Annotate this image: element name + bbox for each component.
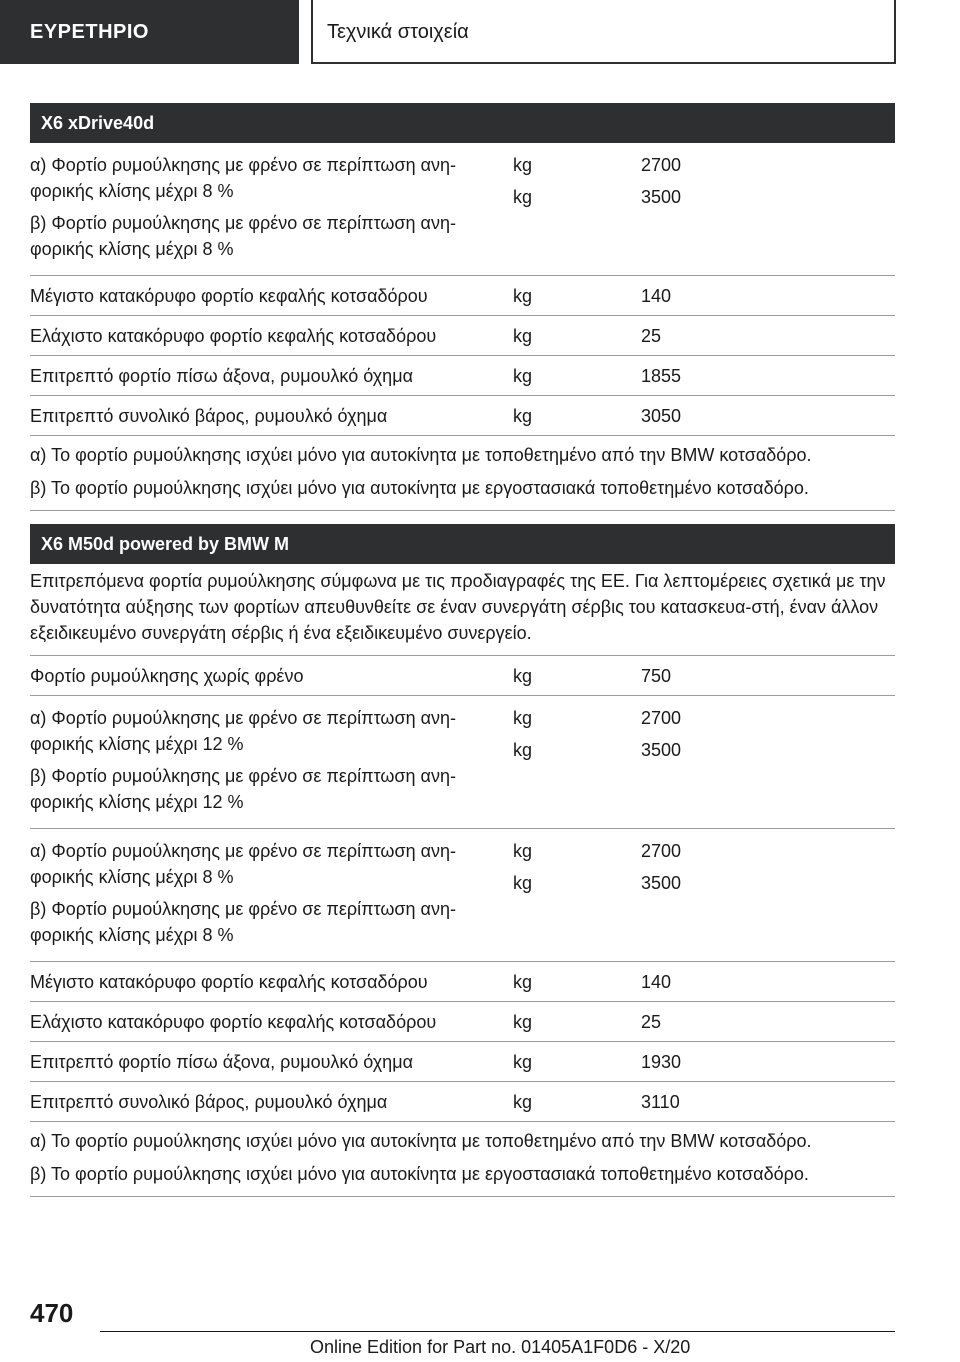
row-value: 140 [641, 285, 672, 306]
footnote: α) Το φορτίο ρυμούλκησης ισχύει μόνο για αυτοκίνητα με τοποθετημένο από την BMW κοτσαδόρο. [30, 1131, 812, 1151]
row-value: 3500 [641, 187, 682, 207]
row-label: α) Φορτίο ρυμούλκησης με φρένο σε περίπτωση ανη-φορικής κλίσης μέχρι 8 % [30, 841, 457, 887]
row-label: Ελάχιστο κατακόρυφο φορτίο κεφαλής κοτσαδόρου [30, 1011, 437, 1032]
table-row [30, 143, 895, 276]
spec-section-xdrive40d [30, 103, 895, 511]
row-label: Φορτίο ρυμούλκησης χωρίς φρένο [30, 665, 304, 686]
row-value: 140 [641, 971, 672, 992]
table-row [30, 829, 895, 962]
row-label: Επιτρεπτό συνολικό βάρος, ρυμουλκό όχημα [30, 1091, 388, 1112]
table-row [30, 276, 895, 316]
section-title: X6 M50d powered by BMW M [30, 524, 895, 564]
row-unit: kg [513, 1091, 533, 1112]
row-unit: kg [513, 155, 533, 175]
table-row [30, 696, 895, 829]
table-row [30, 396, 895, 436]
row-value: 3110 [641, 1091, 680, 1112]
row-label: Επιτρεπτό φορτίο πίσω άξονα, ρυμουλκό όχημα [30, 1051, 413, 1072]
table-row [30, 316, 895, 356]
row-unit: kg [513, 285, 533, 306]
footnotes [30, 1122, 895, 1197]
row-value: 750 [641, 665, 672, 686]
row-label: β) Φορτίο ρυμούλκησης με φρένο σε περίπτωση ανη-φορικής κλίσης μέχρι 8 % [30, 899, 456, 945]
row-label: β) Φορτίο ρυμούλκησης με φρένο σε περίπτωση ανη-φορικής κλίσης μέχρι 12 % [30, 766, 456, 812]
table-row [30, 656, 895, 696]
row-value: 3050 [641, 405, 682, 426]
footer-divider [100, 1331, 895, 1332]
row-unit: kg [513, 405, 533, 426]
row-value: 2700 [641, 708, 682, 728]
row-unit: kg [513, 325, 533, 346]
row-unit: kg [513, 708, 533, 728]
row-label: α) Φορτίο ρυμούλκησης με φρένο σε περίπτωση ανη-φορικής κλίσης μέχρι 8 % [30, 155, 457, 201]
row-label: β) Φορτίο ρυμούλκησης με φρένο σε περίπτωση ανη-φορικής κλίσης μέχρι 8 % [30, 213, 456, 259]
footnote: β) Το φορτίο ρυμούλκησης ισχύει μόνο για αυτοκίνητα με εργοστασιακά τοποθετημένο κοτσαδόρο. [30, 478, 809, 498]
row-label: Μέγιστο κατακόρυφο φορτίο κεφαλής κοτσαδόρου [30, 285, 428, 306]
table-row [30, 1002, 895, 1042]
row-value: 2700 [641, 841, 682, 861]
row-label: Επιτρεπτό φορτίο πίσω άξονα, ρυμουλκό όχημα [30, 365, 413, 386]
row-unit: kg [513, 1051, 533, 1072]
table-row [30, 1042, 895, 1082]
footnote: β) Το φορτίο ρυμούλκησης ισχύει μόνο για αυτοκίνητα με εργοστασιακά τοποθετημένο κοτσαδόρο. [30, 1164, 809, 1184]
row-value: 1855 [641, 365, 682, 386]
row-unit: kg [513, 1011, 533, 1032]
row-unit: kg [513, 971, 533, 992]
footnotes [30, 436, 895, 511]
table-row [30, 962, 895, 1002]
index-tab[interactable]: ΕΥΡΕΤΗΡΙΟ [0, 0, 299, 64]
row-value: 3500 [641, 740, 682, 760]
row-unit: kg [513, 841, 533, 861]
row-label: Ελάχιστο κατακόρυφο φορτίο κεφαλής κοτσαδόρου [30, 325, 437, 346]
row-value: 2700 [641, 155, 682, 175]
spec-section-m50d [30, 524, 895, 1197]
row-unit: kg [513, 187, 533, 207]
row-value: 25 [641, 325, 662, 346]
row-label: Επιτρεπτό συνολικό βάρος, ρυμουλκό όχημα [30, 405, 388, 426]
row-value: 3500 [641, 873, 682, 893]
table-row [30, 356, 895, 396]
row-value: 25 [641, 1011, 662, 1032]
row-unit: kg [513, 665, 533, 686]
row-value: 1930 [641, 1051, 682, 1072]
page-number: 470 [30, 1298, 74, 1328]
section-intro: Επιτρεπόμενα φορτία ρυμούλκησης σύμφωνα με τις προδιαγραφές της ΕΕ. Για λεπτομέρειες σχετικά με την δυνατότητα αύξησης των φορτίων απευθυνθείτε σε έναν συνεργάτη σέρβις του κατασκευα-στή, έναν άλλον εξειδικευμένο συνεργάτη σέρβις ή ένα εξειδικευμένο συνεργείο. [30, 564, 895, 656]
edition-text: Online Edition for Part no. 01405A1F0D6 - X/20 [310, 1337, 691, 1357]
table-row [30, 1082, 895, 1122]
row-unit: kg [513, 365, 533, 386]
page-header [0, 0, 960, 66]
row-label: Μέγιστο κατακόρυφο φορτίο κεφαλής κοτσαδόρου [30, 971, 428, 992]
footnote: α) Το φορτίο ρυμούλκησης ισχύει μόνο για αυτοκίνητα με τοποθετημένο από την BMW κοτσαδόρο. [30, 445, 812, 465]
row-label: α) Φορτίο ρυμούλκησης με φρένο σε περίπτωση ανη-φορικής κλίσης μέχρι 12 % [30, 708, 457, 754]
row-unit: kg [513, 740, 533, 760]
section-title: X6 xDrive40d [30, 103, 895, 143]
section-tab[interactable]: Τεχνικά στοιχεία [311, 0, 896, 64]
row-unit: kg [513, 873, 533, 893]
